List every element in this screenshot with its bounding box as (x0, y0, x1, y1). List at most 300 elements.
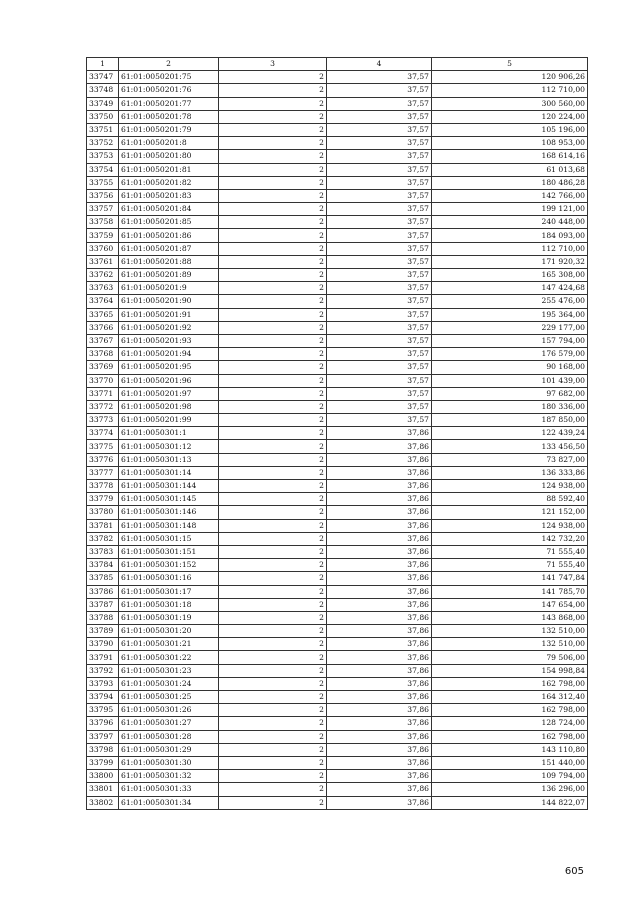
value-cell: 128 724,00 (432, 717, 588, 730)
value-cell: 180 336,00 (432, 400, 588, 413)
cadastral-number-cell: 61:01:0050301:24 (119, 677, 219, 690)
cadastral-number-cell: 61:01:0050301:34 (119, 796, 219, 809)
cadastral-number-cell: 61:01:0050301:15 (119, 532, 219, 545)
rate-cell: 37,57 (327, 414, 432, 427)
rate-cell: 37,86 (327, 480, 432, 493)
value-cell: 184 093,00 (432, 229, 588, 242)
table-row (87, 638, 588, 651)
rate-cell: 37,86 (327, 532, 432, 545)
table-row (87, 71, 588, 84)
row-index-cell: 33797 (87, 730, 119, 743)
count-cell: 2 (219, 440, 327, 453)
row-index-cell: 33793 (87, 677, 119, 690)
value-cell: 112 710,00 (432, 242, 588, 255)
rate-cell: 37,57 (327, 203, 432, 216)
value-cell: 144 822,07 (432, 796, 588, 809)
value-cell: 180 486,28 (432, 176, 588, 189)
count-cell: 2 (219, 84, 327, 97)
cadastral-number-cell: 61:01:0050301:152 (119, 559, 219, 572)
table-row (87, 361, 588, 374)
value-cell: 300 560,00 (432, 97, 588, 110)
cadastral-number-cell: 61:01:0050201:96 (119, 374, 219, 387)
count-cell: 2 (219, 414, 327, 427)
cadastral-number-cell: 61:01:0050201:91 (119, 308, 219, 321)
value-cell: 132 510,00 (432, 638, 588, 651)
cadastral-number-cell: 61:01:0050301:13 (119, 453, 219, 466)
value-cell: 157 794,00 (432, 334, 588, 347)
rate-cell: 37,86 (327, 756, 432, 769)
count-cell: 2 (219, 691, 327, 704)
cadastral-number-cell: 61:01:0050301:22 (119, 651, 219, 664)
count-cell: 2 (219, 282, 327, 295)
row-index-cell: 33783 (87, 545, 119, 558)
rate-cell: 37,57 (327, 110, 432, 123)
value-cell: 187 850,00 (432, 414, 588, 427)
cadastral-number-cell: 61:01:0050201:99 (119, 414, 219, 427)
row-index-cell: 33776 (87, 453, 119, 466)
table-row (87, 387, 588, 400)
value-cell: 142 732,20 (432, 532, 588, 545)
rate-cell: 37,86 (327, 783, 432, 796)
table-row (87, 664, 588, 677)
row-index-cell: 33752 (87, 137, 119, 150)
cadastral-number-cell: 61:01:0050301:18 (119, 598, 219, 611)
count-cell: 2 (219, 532, 327, 545)
table-row (87, 374, 588, 387)
cadastral-number-cell: 61:01:0050301:29 (119, 743, 219, 756)
count-cell: 2 (219, 97, 327, 110)
count-cell: 2 (219, 677, 327, 690)
table-row (87, 123, 588, 136)
value-cell: 147 654,00 (432, 598, 588, 611)
row-index-cell: 33759 (87, 229, 119, 242)
cadastral-number-cell: 61:01:0050201:87 (119, 242, 219, 255)
value-cell: 143 868,00 (432, 611, 588, 624)
table-row (87, 137, 588, 150)
value-cell: 141 785,70 (432, 585, 588, 598)
cadastral-number-cell: 61:01:0050201:77 (119, 97, 219, 110)
cadastral-number-cell: 61:01:0050201:92 (119, 321, 219, 334)
rate-cell: 37,57 (327, 123, 432, 136)
rate-cell: 37,57 (327, 334, 432, 347)
rate-cell: 37,86 (327, 440, 432, 453)
table-row (87, 585, 588, 598)
row-index-cell: 33800 (87, 770, 119, 783)
table-row (87, 519, 588, 532)
rate-cell: 37,86 (327, 453, 432, 466)
table-row (87, 427, 588, 440)
row-index-cell: 33785 (87, 572, 119, 585)
value-cell: 133 456,50 (432, 440, 588, 453)
row-index-cell: 33780 (87, 506, 119, 519)
row-index-cell: 33755 (87, 176, 119, 189)
table-row (87, 216, 588, 229)
rate-cell: 37,86 (327, 585, 432, 598)
count-cell: 2 (219, 387, 327, 400)
row-index-cell: 33790 (87, 638, 119, 651)
count-cell: 2 (219, 123, 327, 136)
table-row (87, 176, 588, 189)
table-row (87, 203, 588, 216)
count-cell: 2 (219, 493, 327, 506)
value-cell: 105 196,00 (432, 123, 588, 136)
cadastral-number-cell: 61:01:0050201:82 (119, 176, 219, 189)
row-index-cell: 33777 (87, 466, 119, 479)
value-cell: 176 579,00 (432, 348, 588, 361)
cadastral-number-cell: 61:01:0050301:17 (119, 585, 219, 598)
count-cell: 2 (219, 717, 327, 730)
count-cell: 2 (219, 269, 327, 282)
row-index-cell: 33773 (87, 414, 119, 427)
rate-cell: 37,57 (327, 229, 432, 242)
count-cell: 2 (219, 427, 327, 440)
value-cell: 97 682,00 (432, 387, 588, 400)
count-cell: 2 (219, 348, 327, 361)
row-index-cell: 33792 (87, 664, 119, 677)
row-index-cell: 33774 (87, 427, 119, 440)
count-cell: 2 (219, 137, 327, 150)
count-cell: 2 (219, 150, 327, 163)
cadastral-number-cell: 61:01:0050301:20 (119, 625, 219, 638)
page-number: 605 (564, 866, 584, 877)
cadastral-number-cell: 61:01:0050201:81 (119, 163, 219, 176)
table-row (87, 598, 588, 611)
rate-cell: 37,57 (327, 163, 432, 176)
row-index-cell: 33779 (87, 493, 119, 506)
table-row (87, 532, 588, 545)
cadastral-number-cell: 61:01:0050301:32 (119, 770, 219, 783)
value-cell: 120 224,00 (432, 110, 588, 123)
cadastral-number-cell: 61:01:0050301:1 (119, 427, 219, 440)
cadastral-number-cell: 61:01:0050201:80 (119, 150, 219, 163)
count-cell: 2 (219, 519, 327, 532)
cadastral-number-cell: 61:01:0050201:83 (119, 189, 219, 202)
rate-cell: 37,57 (327, 387, 432, 400)
value-cell: 162 798,00 (432, 677, 588, 690)
rate-cell: 37,57 (327, 71, 432, 84)
rate-cell: 37,86 (327, 704, 432, 717)
cadastral-number-cell: 61:01:0050201:89 (119, 269, 219, 282)
cadastral-number-cell: 61:01:0050201:9 (119, 282, 219, 295)
row-index-cell: 33754 (87, 163, 119, 176)
value-cell: 151 440,00 (432, 756, 588, 769)
row-index-cell: 33801 (87, 783, 119, 796)
row-index-cell: 33756 (87, 189, 119, 202)
value-cell: 171 920,32 (432, 255, 588, 268)
count-cell: 2 (219, 783, 327, 796)
rate-cell: 37,57 (327, 176, 432, 189)
value-cell: 112 710,00 (432, 84, 588, 97)
rate-cell: 37,86 (327, 770, 432, 783)
table-row (87, 150, 588, 163)
row-index-cell: 33751 (87, 123, 119, 136)
count-cell: 2 (219, 585, 327, 598)
row-index-cell: 33768 (87, 348, 119, 361)
row-index-cell: 33775 (87, 440, 119, 453)
value-cell: 122 439,24 (432, 427, 588, 440)
count-cell: 2 (219, 453, 327, 466)
cadastral-number-cell: 61:01:0050201:88 (119, 255, 219, 268)
header-col-4: 4 (327, 58, 432, 71)
value-cell: 61 013,68 (432, 163, 588, 176)
rate-cell: 37,57 (327, 150, 432, 163)
count-cell: 2 (219, 255, 327, 268)
count-cell: 2 (219, 625, 327, 638)
rate-cell: 37,86 (327, 796, 432, 809)
table-row (87, 611, 588, 624)
count-cell: 2 (219, 295, 327, 308)
rate-cell: 37,57 (327, 255, 432, 268)
row-index-cell: 33763 (87, 282, 119, 295)
cadastral-number-cell: 61:01:0050301:28 (119, 730, 219, 743)
table-row (87, 651, 588, 664)
table-row (87, 717, 588, 730)
value-cell: 255 476,00 (432, 295, 588, 308)
row-index-cell: 33787 (87, 598, 119, 611)
cadastral-number-cell: 61:01:0050201:76 (119, 84, 219, 97)
count-cell: 2 (219, 572, 327, 585)
table-row (87, 756, 588, 769)
header-col-1: 1 (87, 58, 119, 71)
table-row (87, 308, 588, 321)
row-index-cell: 33757 (87, 203, 119, 216)
count-cell: 2 (219, 545, 327, 558)
cadastral-number-cell: 61:01:0050201:8 (119, 137, 219, 150)
count-cell: 2 (219, 598, 327, 611)
row-index-cell: 33747 (87, 71, 119, 84)
value-cell: 165 308,00 (432, 269, 588, 282)
rate-cell: 37,86 (327, 427, 432, 440)
cadastral-number-cell: 61:01:0050301:27 (119, 717, 219, 730)
table-row (87, 321, 588, 334)
header-col-5: 5 (432, 58, 588, 71)
table-row (87, 163, 588, 176)
rate-cell: 37,57 (327, 189, 432, 202)
row-index-cell: 33748 (87, 84, 119, 97)
value-cell: 162 798,00 (432, 704, 588, 717)
rate-cell: 37,57 (327, 242, 432, 255)
row-index-cell: 33749 (87, 97, 119, 110)
cadastral-number-cell: 61:01:0050301:25 (119, 691, 219, 704)
rate-cell: 37,57 (327, 361, 432, 374)
header-col-2: 2 (119, 58, 219, 71)
count-cell: 2 (219, 480, 327, 493)
count-cell: 2 (219, 216, 327, 229)
cadastral-number-cell: 61:01:0050301:151 (119, 545, 219, 558)
table-row (87, 295, 588, 308)
row-index-cell: 33769 (87, 361, 119, 374)
cadastral-number-cell: 61:01:0050301:14 (119, 466, 219, 479)
rate-cell: 37,86 (327, 625, 432, 638)
table-row (87, 704, 588, 717)
value-cell: 120 906,26 (432, 71, 588, 84)
rate-cell: 37,86 (327, 598, 432, 611)
value-cell: 73 827,00 (432, 453, 588, 466)
row-index-cell: 33798 (87, 743, 119, 756)
count-cell: 2 (219, 506, 327, 519)
cadastral-number-cell: 61:01:0050301:33 (119, 783, 219, 796)
row-index-cell: 33771 (87, 387, 119, 400)
count-cell: 2 (219, 110, 327, 123)
value-cell: 162 798,00 (432, 730, 588, 743)
cadastral-number-cell: 61:01:0050201:90 (119, 295, 219, 308)
count-cell: 2 (219, 176, 327, 189)
value-cell: 141 747,84 (432, 572, 588, 585)
value-cell: 71 555,40 (432, 545, 588, 558)
cadastral-number-cell: 61:01:0050201:94 (119, 348, 219, 361)
table-row (87, 334, 588, 347)
row-index-cell: 33760 (87, 242, 119, 255)
count-cell: 2 (219, 242, 327, 255)
rate-cell: 37,86 (327, 730, 432, 743)
count-cell: 2 (219, 203, 327, 216)
table-body (87, 71, 588, 810)
cadastral-number-cell: 61:01:0050301:146 (119, 506, 219, 519)
cadastral-table (86, 57, 588, 810)
cadastral-number-cell: 61:01:0050201:85 (119, 216, 219, 229)
rate-cell: 37,57 (327, 374, 432, 387)
table-row (87, 466, 588, 479)
value-cell: 90 168,00 (432, 361, 588, 374)
table-row (87, 506, 588, 519)
table-row (87, 783, 588, 796)
rate-cell: 37,86 (327, 506, 432, 519)
value-cell: 143 110,80 (432, 743, 588, 756)
cadastral-number-cell: 61:01:0050201:79 (119, 123, 219, 136)
table-row (87, 400, 588, 413)
value-cell: 136 296,00 (432, 783, 588, 796)
table-row (87, 480, 588, 493)
row-index-cell: 33784 (87, 559, 119, 572)
count-cell: 2 (219, 611, 327, 624)
rate-cell: 37,57 (327, 308, 432, 321)
count-cell: 2 (219, 466, 327, 479)
cadastral-number-cell: 61:01:0050201:86 (119, 229, 219, 242)
rate-cell: 37,57 (327, 295, 432, 308)
cadastral-number-cell: 61:01:0050201:97 (119, 387, 219, 400)
row-index-cell: 33767 (87, 334, 119, 347)
value-cell: 124 938,00 (432, 480, 588, 493)
count-cell: 2 (219, 400, 327, 413)
value-cell: 229 177,00 (432, 321, 588, 334)
cadastral-number-cell: 61:01:0050301:145 (119, 493, 219, 506)
cadastral-number-cell: 61:01:0050301:144 (119, 480, 219, 493)
rate-cell: 37,57 (327, 97, 432, 110)
row-index-cell: 33778 (87, 480, 119, 493)
count-cell: 2 (219, 638, 327, 651)
table-row (87, 770, 588, 783)
count-cell: 2 (219, 308, 327, 321)
count-cell: 2 (219, 334, 327, 347)
value-cell: 164 312,40 (432, 691, 588, 704)
row-index-cell: 33782 (87, 532, 119, 545)
rate-cell: 37,86 (327, 717, 432, 730)
row-index-cell: 33750 (87, 110, 119, 123)
row-index-cell: 33772 (87, 400, 119, 413)
value-cell: 108 953,00 (432, 137, 588, 150)
row-index-cell: 33766 (87, 321, 119, 334)
table-row (87, 493, 588, 506)
row-index-cell: 33791 (87, 651, 119, 664)
cadastral-number-cell: 61:01:0050201:75 (119, 71, 219, 84)
rate-cell: 37,86 (327, 611, 432, 624)
row-index-cell: 33762 (87, 269, 119, 282)
value-cell: 88 592,40 (432, 493, 588, 506)
value-cell: 199 121,00 (432, 203, 588, 216)
cadastral-number-cell: 61:01:0050301:26 (119, 704, 219, 717)
row-index-cell: 33761 (87, 255, 119, 268)
value-cell: 79 506,00 (432, 651, 588, 664)
header-row (87, 58, 588, 71)
cadastral-number-cell: 61:01:0050201:78 (119, 110, 219, 123)
table-row (87, 691, 588, 704)
rate-cell: 37,86 (327, 651, 432, 664)
count-cell: 2 (219, 321, 327, 334)
value-cell: 147 424,68 (432, 282, 588, 295)
count-cell: 2 (219, 189, 327, 202)
count-cell: 2 (219, 71, 327, 84)
count-cell: 2 (219, 374, 327, 387)
table-row (87, 677, 588, 690)
table-row (87, 269, 588, 282)
count-cell: 2 (219, 770, 327, 783)
cadastral-number-cell: 61:01:0050301:16 (119, 572, 219, 585)
row-index-cell: 33789 (87, 625, 119, 638)
value-cell: 168 614,16 (432, 150, 588, 163)
rate-cell: 37,86 (327, 519, 432, 532)
table-row (87, 625, 588, 638)
rate-cell: 37,57 (327, 282, 432, 295)
document-table-container (86, 57, 587, 810)
table-row (87, 97, 588, 110)
value-cell: 195 364,00 (432, 308, 588, 321)
value-cell: 109 794,00 (432, 770, 588, 783)
cadastral-number-cell: 61:01:0050301:148 (119, 519, 219, 532)
header-col-3: 3 (219, 58, 327, 71)
row-index-cell: 33802 (87, 796, 119, 809)
count-cell: 2 (219, 163, 327, 176)
row-index-cell: 33781 (87, 519, 119, 532)
cadastral-number-cell: 61:01:0050301:12 (119, 440, 219, 453)
table-row (87, 348, 588, 361)
rate-cell: 37,57 (327, 84, 432, 97)
row-index-cell: 33770 (87, 374, 119, 387)
cadastral-number-cell: 61:01:0050301:19 (119, 611, 219, 624)
table-row (87, 189, 588, 202)
rate-cell: 37,57 (327, 321, 432, 334)
rate-cell: 37,57 (327, 137, 432, 150)
table-row (87, 743, 588, 756)
table-row (87, 242, 588, 255)
row-index-cell: 33764 (87, 295, 119, 308)
rate-cell: 37,86 (327, 493, 432, 506)
row-index-cell: 33753 (87, 150, 119, 163)
value-cell: 154 998,84 (432, 664, 588, 677)
table-row (87, 282, 588, 295)
value-cell: 240 448,00 (432, 216, 588, 229)
count-cell: 2 (219, 361, 327, 374)
row-index-cell: 33794 (87, 691, 119, 704)
row-index-cell: 33796 (87, 717, 119, 730)
value-cell: 121 152,00 (432, 506, 588, 519)
count-cell: 2 (219, 229, 327, 242)
table-row (87, 229, 588, 242)
count-cell: 2 (219, 664, 327, 677)
row-index-cell: 33765 (87, 308, 119, 321)
rate-cell: 37,86 (327, 638, 432, 651)
table-row (87, 453, 588, 466)
row-index-cell: 33758 (87, 216, 119, 229)
